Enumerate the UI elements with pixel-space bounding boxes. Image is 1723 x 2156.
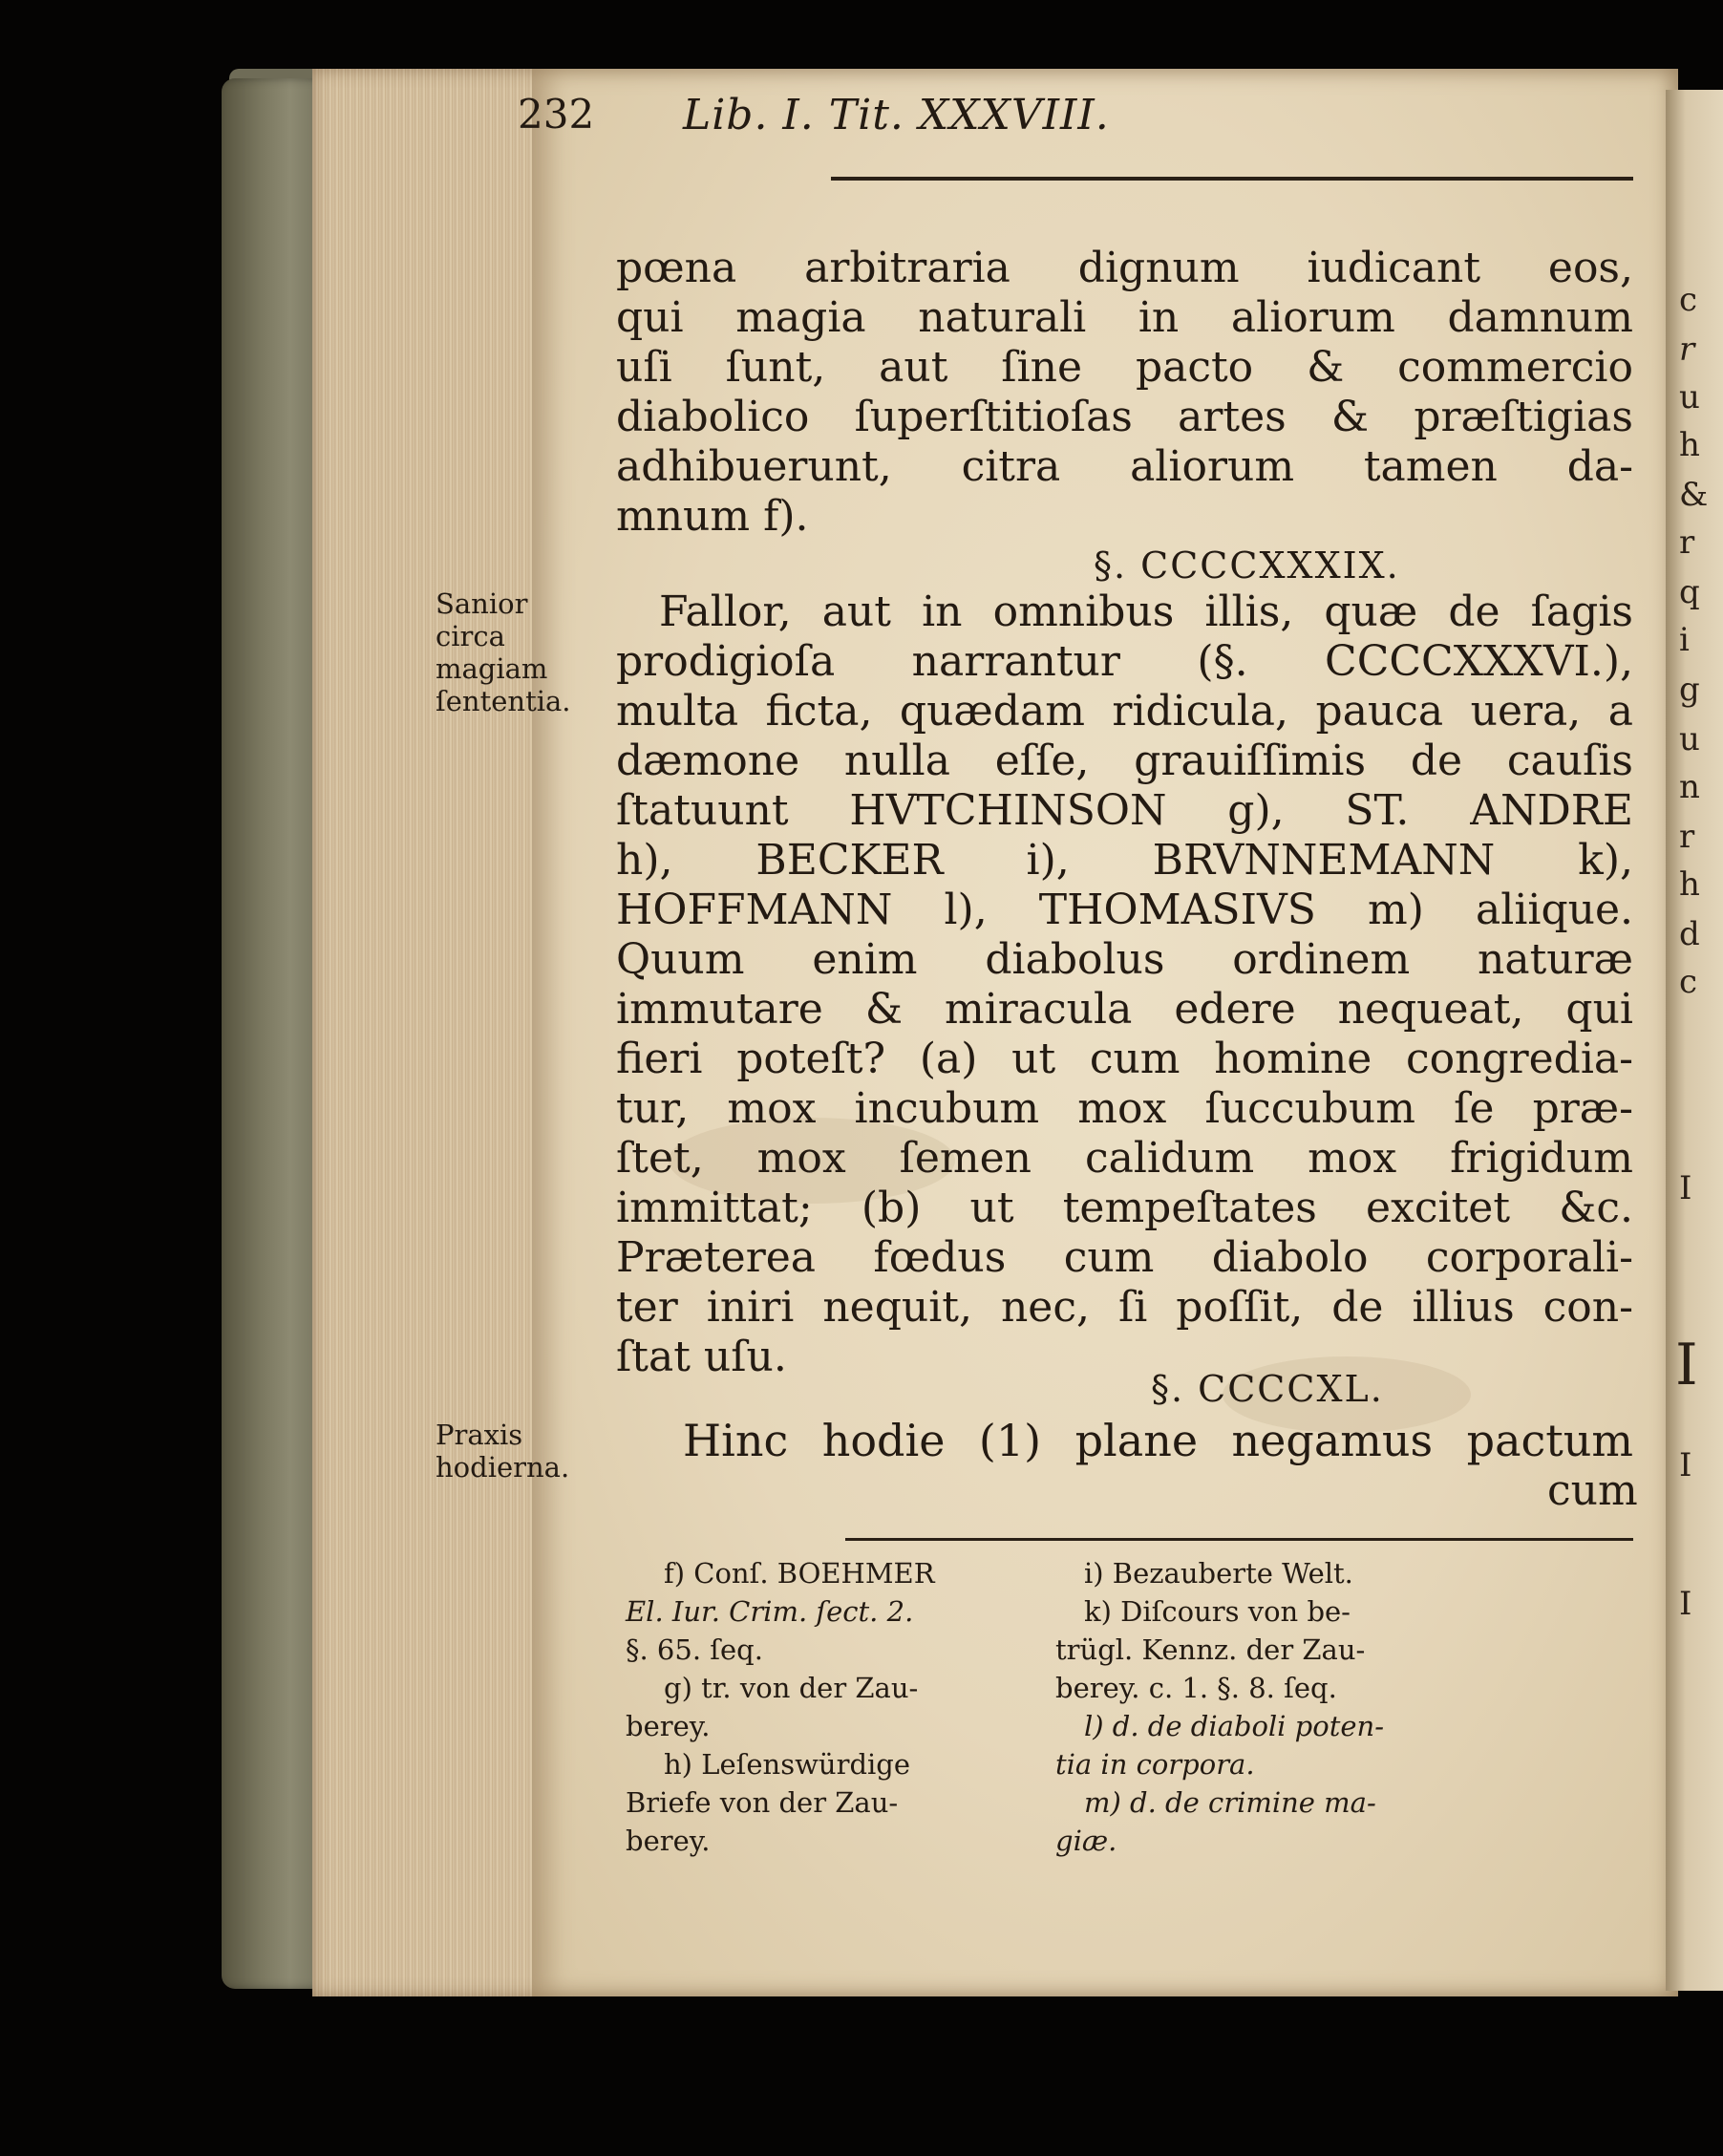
body-line: Fallor, aut in omnibus illis, quæ de ſagis xyxy=(659,587,1633,636)
body-line: qui magia naturali in aliorum damnum xyxy=(616,293,1633,342)
body-line: ter iniri nequit, nec, ſi poſſit, de illius con- xyxy=(616,1283,1633,1332)
section-heading: §. CCCCXXXIX. xyxy=(1094,544,1400,587)
body-line: immittat; (b) ut tempeſtates excitet &c. xyxy=(616,1184,1633,1232)
next-page-edge xyxy=(1666,90,1723,1991)
next-page-letter: u xyxy=(1679,720,1700,758)
footnote-line: h) Leſenswürdige xyxy=(664,1748,911,1781)
body-line: pœna arbitraria dignum iudicant eos, xyxy=(616,244,1633,292)
footnote-line: f) Conſ. BOEHMER xyxy=(664,1557,935,1590)
footnote-line: El. Iur. Crim. ſect. 2. xyxy=(626,1595,914,1628)
footnote-line: Briefe von der Zau- xyxy=(626,1786,899,1819)
next-page-letter: c xyxy=(1679,963,1698,1001)
next-page-letter: h xyxy=(1679,865,1700,904)
body-line: multa ficta, quædam ridicula, pauca uera, a xyxy=(616,687,1633,736)
body-line: tur, mox incubum mox ſuccubum ſe præ- xyxy=(616,1084,1633,1133)
margin-note: Sanior circa magiam ſententia. xyxy=(436,587,571,717)
footnote-line: berey. xyxy=(626,1825,711,1857)
body-line: ſtat uſu. xyxy=(616,1333,787,1381)
next-page-letter: r xyxy=(1679,523,1695,562)
margin-note: Praxis hodierna. xyxy=(436,1419,570,1484)
footnote-line: k) Diſcours von be- xyxy=(1084,1595,1351,1628)
footnote-rule xyxy=(845,1538,1633,1541)
next-page-letter: g xyxy=(1679,671,1700,709)
next-page-letter: h xyxy=(1679,426,1700,464)
next-page-letter: I xyxy=(1679,1446,1692,1484)
footnote-line: berey. c. 1. §. 8. ſeq. xyxy=(1055,1672,1337,1704)
body-line: ſtatuunt HVTCHINSON g), ST. ANDRE xyxy=(616,786,1633,835)
body-line: HOFFMANN l), THOMASIVS m) aliique. xyxy=(616,886,1633,934)
page-number: 232 xyxy=(518,91,595,138)
footnote-line: berey. xyxy=(626,1710,711,1742)
next-page-letter: I xyxy=(1675,1332,1698,1398)
body-line: adhibuerunt, citra aliorum tamen da- xyxy=(616,442,1633,491)
next-page-letter: c xyxy=(1679,281,1698,319)
footnote-line: trügl. Kennz. der Zau- xyxy=(1055,1633,1366,1666)
footnote-line: l) d. de diaboli poten- xyxy=(1084,1710,1384,1742)
body-line: ſtet, mox ſemen calidum mox frigidum xyxy=(616,1134,1633,1183)
next-page-letter: I xyxy=(1679,1585,1692,1623)
footnote-line: i) Bezauberte Welt. xyxy=(1084,1557,1353,1590)
body-line: fieri poteſt? (a) ut cum homine congredia- xyxy=(616,1035,1633,1083)
next-page-letter: d xyxy=(1679,915,1700,953)
next-page-letter: & xyxy=(1679,476,1709,514)
footnote-line: m) d. de crimine ma- xyxy=(1084,1786,1376,1819)
body-line: uſi ſunt, aut ſine pacto & commercio xyxy=(616,343,1633,392)
footnote-line: g) tr. von der Zau- xyxy=(664,1672,919,1704)
body-line: mnum f). xyxy=(616,492,809,541)
body-line: Quum enim diabolus ordinem naturæ xyxy=(616,935,1633,984)
next-page-letter: q xyxy=(1679,573,1700,611)
body-line: dæmone nulla eſſe, grauiſſimis de cauſis xyxy=(616,736,1633,785)
next-page-letter: n xyxy=(1679,768,1700,806)
next-page-letter: u xyxy=(1679,378,1700,416)
body-line: h), BECKER i), BRVNNEMANN k), xyxy=(616,836,1633,885)
body-line: Hinc hodie (1) plane negamus pactum xyxy=(683,1415,1633,1466)
next-page-letter: r xyxy=(1679,818,1695,856)
footnote-line: tia in corpora. xyxy=(1055,1748,1255,1781)
running-title: Lib. I. Tit. XXXVIII. xyxy=(683,91,1110,139)
next-page-letter: i xyxy=(1679,621,1690,659)
next-page-letter: I xyxy=(1679,1169,1692,1207)
footnote-line: §. 65. ſeq. xyxy=(626,1633,763,1666)
section-heading: §. CCCCXL. xyxy=(1151,1368,1384,1410)
body-line: prodigioſa narrantur (§. CCCCXXXVI.), xyxy=(616,637,1633,686)
header-rule xyxy=(831,177,1633,181)
body-line: immutare & miracula edere nequeat, qui xyxy=(616,985,1633,1034)
next-page-letter: r xyxy=(1679,331,1695,369)
footnote-line: giæ. xyxy=(1055,1825,1117,1857)
body-line: diabolico ſuperſtitioſas artes & præſtigias xyxy=(616,393,1633,441)
body-line: Præterea fœdus cum diabolo corporali- xyxy=(616,1233,1633,1282)
catchword: cum xyxy=(1547,1466,1638,1515)
